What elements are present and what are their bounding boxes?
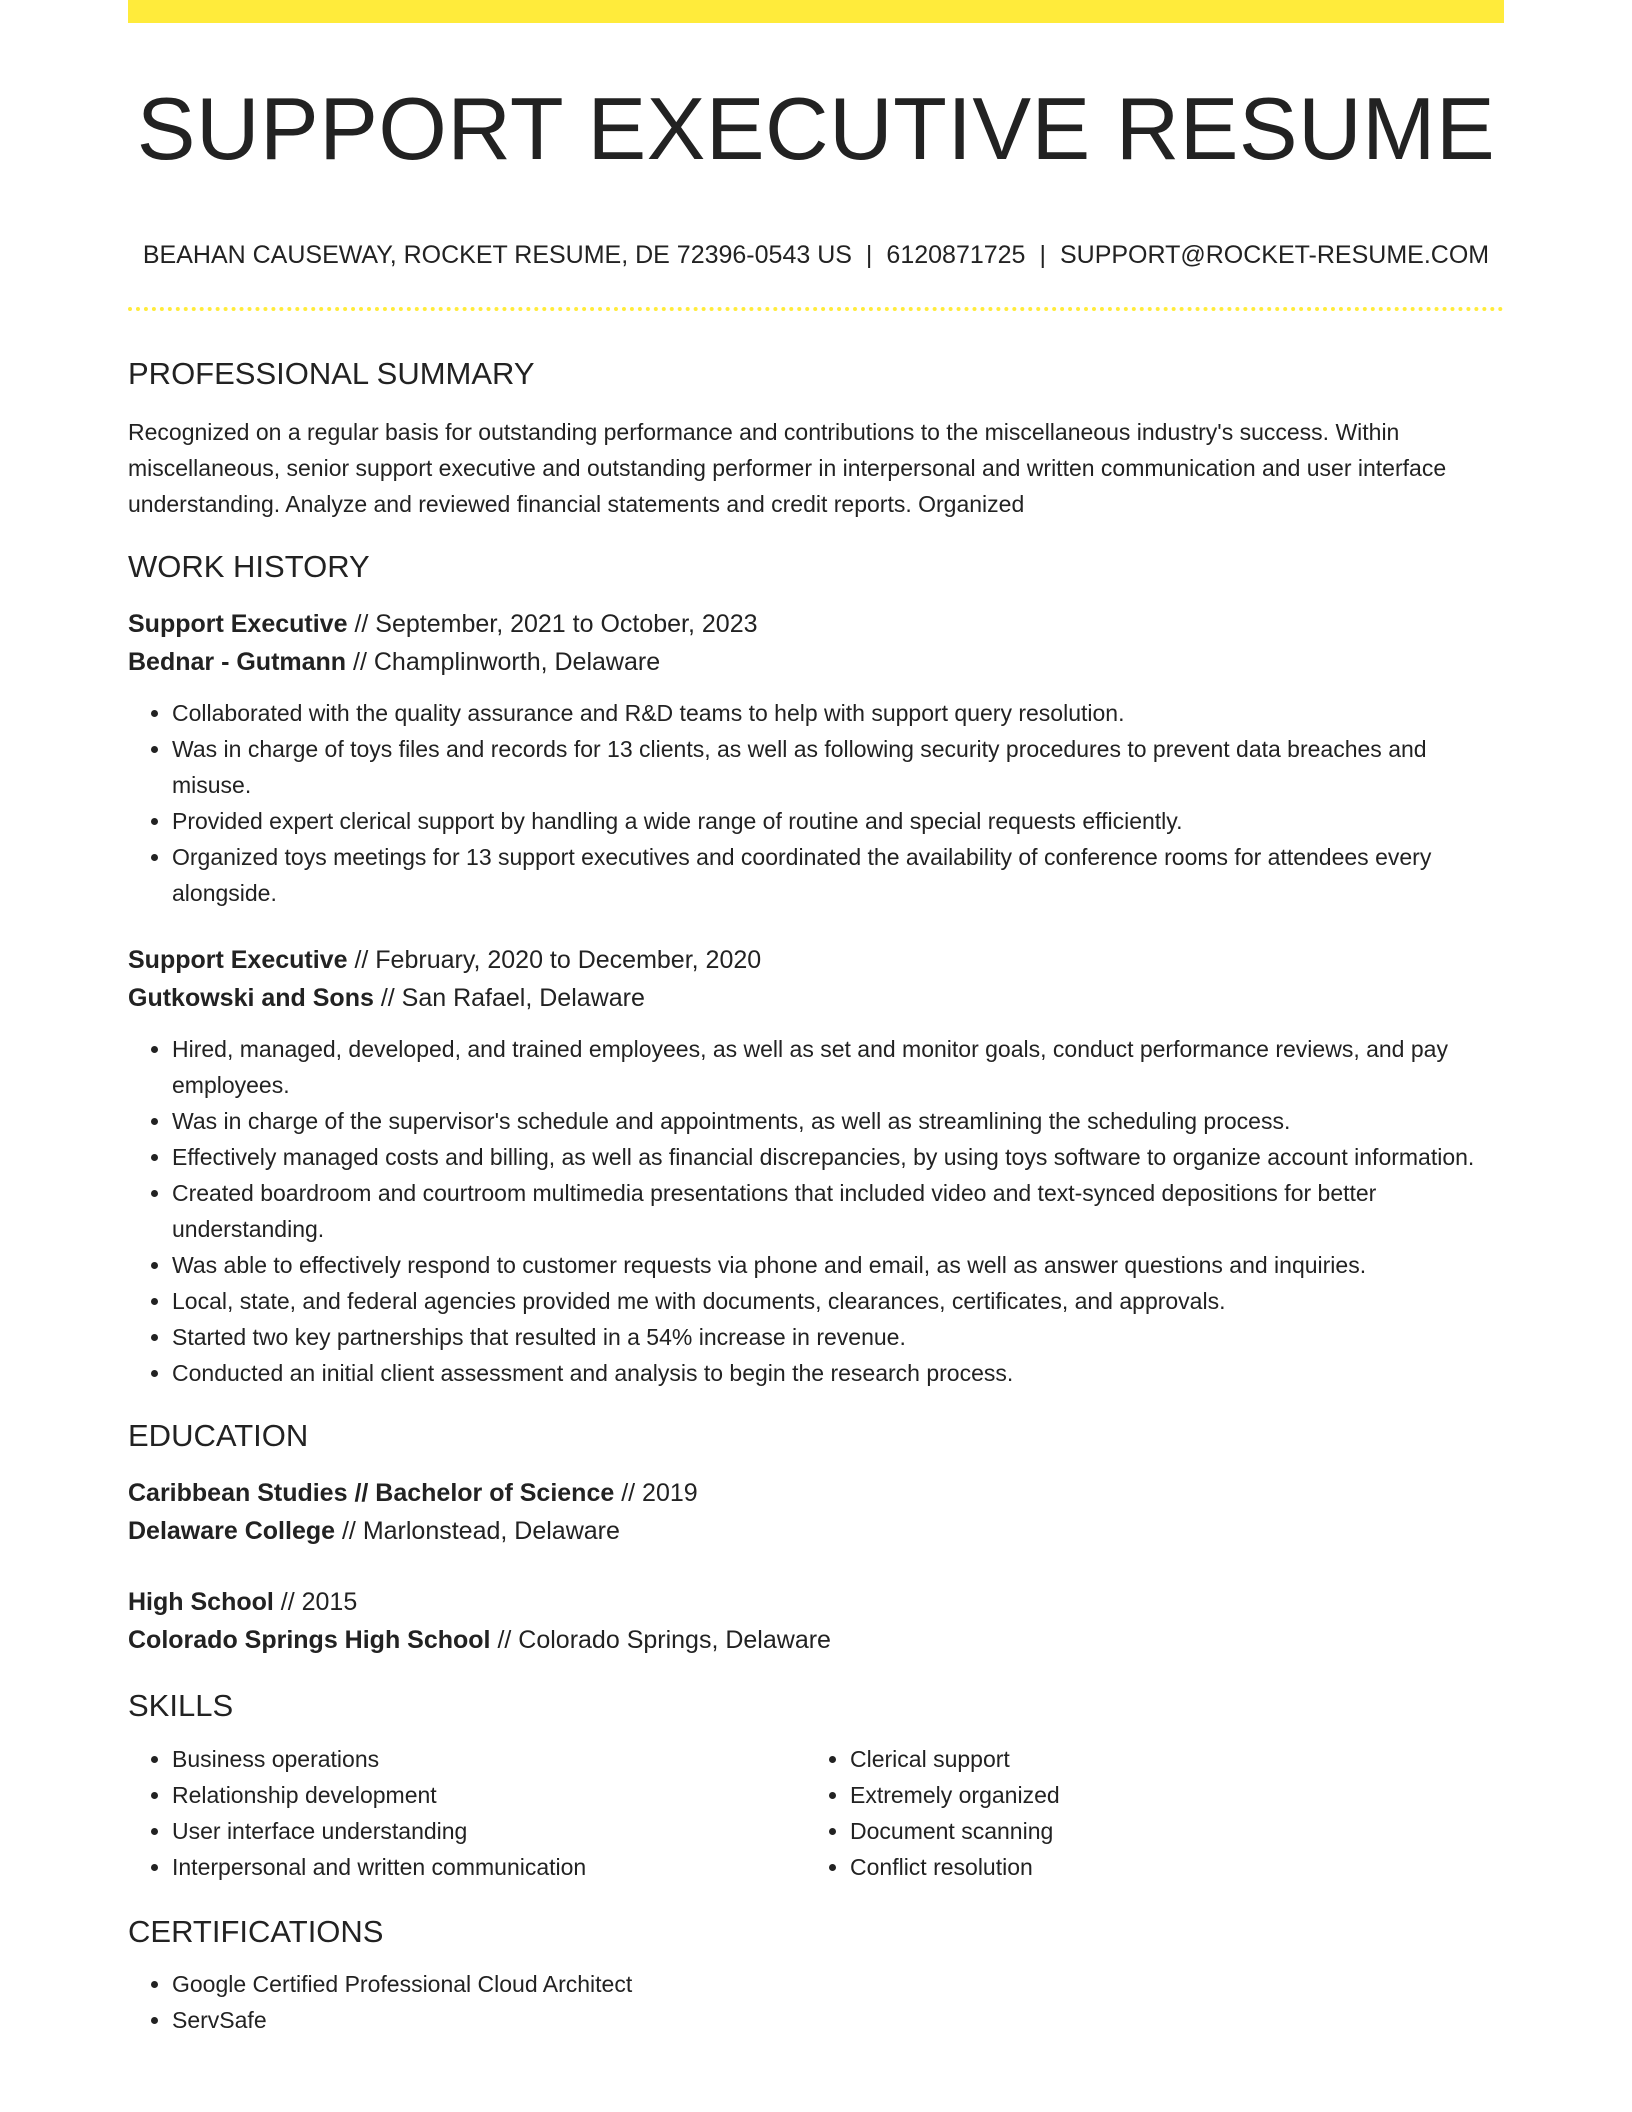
job-dates: // September, 2021 to October, 2023 (354, 610, 758, 639)
job-title-line (128, 941, 1504, 979)
job-company: Bednar - Gutmann (128, 648, 347, 677)
job-title-line (128, 605, 1504, 643)
list-item: • Provided expert clerical support by handling a wide range of routine and special requests efficiently. (172, 803, 1504, 839)
skills-list-left (128, 1741, 806, 1885)
job-location: // San Rafael, Delaware (380, 984, 645, 1013)
list-item: • Collaborated with the quality assurance and R&D teams to help with support query resolution. (172, 695, 1504, 731)
list-item: • Google Certified Professional Cloud Architect (172, 1966, 1504, 2002)
summary-text: Recognized on a regular basis for outstanding performance and contributions to the miscellaneous industry's success. Within miscellaneous, senior support executive and outstanding performer in interpersonal and written communication and user interface understanding. Analyze and reviewed financial statements and credit reports. Organized (128, 418, 1447, 517)
school: Colorado Springs High School (128, 1626, 491, 1655)
certifications-section (128, 1913, 1504, 2038)
resume-title: SUPPORT EXECUTIVE RESUME (136, 79, 1496, 178)
job-title: Support Executive (128, 946, 348, 975)
list-item: • Was in charge of the supervisor's schedule and appointments, as well as streamlining the scheduling process. (172, 1103, 1504, 1139)
degree-year: // 2019 (621, 1479, 698, 1508)
job-company-line (128, 643, 1504, 681)
skills-heading: SKILLS (128, 1688, 234, 1724)
education-entry (128, 1583, 1504, 1659)
education-section (128, 1417, 1504, 1659)
job-dates: // February, 2020 to December, 2020 (354, 946, 762, 975)
job-bullets (128, 695, 1504, 911)
job-entry (128, 941, 1504, 1391)
list-item: • ServSafe (172, 2002, 1504, 2038)
school-location: // Marlonstead, Delaware (341, 1517, 620, 1546)
summary-heading: PROFESSIONAL SUMMARY (128, 355, 535, 391)
skills-grid (128, 1741, 1504, 1885)
list-item: • Relationship development (172, 1777, 806, 1813)
list-item: • Document scanning (850, 1813, 1450, 1849)
job-bullets (128, 1031, 1504, 1391)
list-item: • Hired, managed, developed, and trained employees, as well as set and monitor goals, conduct performance reviews, and pay employees. (172, 1031, 1504, 1103)
list-item: • Clerical support (850, 1741, 1450, 1777)
list-item: • Created boardroom and courtroom multimedia presentations that included video and text-synced depositions for better understanding. (172, 1175, 1504, 1247)
work-history-section (128, 548, 1504, 1391)
contact-line (128, 240, 1504, 270)
list-item: • Local, state, and federal agencies provided me with documents, clearances, certificates, and approvals. (172, 1283, 1504, 1319)
top-accent-bar (128, 0, 1504, 23)
work-history-heading: WORK HISTORY (128, 548, 370, 584)
list-item: • Started two key partnerships that resulted in a 54% increase in revenue. (172, 1319, 1504, 1355)
degree-year: // 2015 (280, 1588, 358, 1617)
skills-section (128, 1687, 1504, 1884)
certifications-list (128, 1966, 1504, 2038)
list-item: • Conflict resolution (850, 1849, 1450, 1885)
job-title: Support Executive (128, 610, 348, 639)
list-item: • Extremely organized (850, 1777, 1450, 1813)
list-item: • Interpersonal and written communication (172, 1849, 806, 1885)
degree: High School (128, 1588, 274, 1617)
school-location: // Colorado Springs, Delaware (497, 1626, 831, 1655)
degree: Caribbean Studies // Bachelor of Science (128, 1479, 615, 1508)
school-line (128, 1621, 1504, 1659)
contact-separator: | (865, 240, 873, 269)
list-item: • Conducted an initial client assessment and analysis to begin the research process. (172, 1355, 1504, 1391)
contact-separator: | (1039, 240, 1046, 269)
list-item: • User interface understanding (172, 1813, 806, 1849)
list-item: • Was able to effectively respond to customer requests via phone and email, as well as answer questions and inquiries. (172, 1247, 1504, 1283)
list-item: • Effectively managed costs and billing, as well as financial discrepancies, by using toys software to organize account information. (172, 1139, 1504, 1175)
resume-page (128, 0, 1504, 2038)
job-company: Gutkowski and Sons (128, 984, 374, 1013)
education-heading: EDUCATION (128, 1418, 309, 1454)
contact-email: SUPPORT@ROCKET-RESUME.COM (1059, 240, 1490, 269)
school-line (128, 1512, 1504, 1550)
skills-list-right (806, 1741, 1450, 1885)
certifications-heading: CERTIFICATIONS (128, 1913, 384, 1949)
list-item: • Organized toys meetings for 13 support executives and coordinated the availability of conference rooms for attendees every alongside. (172, 839, 1504, 911)
degree-line (128, 1474, 1504, 1512)
job-entry (128, 605, 1504, 911)
school: Delaware College (128, 1517, 336, 1546)
contact-phone: 6120871725 (886, 240, 1026, 269)
summary-section (128, 355, 1504, 522)
contact-address: BEAHAN CAUSEWAY, ROCKET RESUME, DE 72396-0543 US (142, 240, 852, 269)
dotted-divider (128, 307, 1504, 311)
job-company-line (128, 979, 1504, 1017)
degree-line (128, 1583, 1504, 1621)
job-location: // Champlinworth, Delaware (353, 648, 661, 677)
list-item: • Was in charge of toys files and records for 13 clients, as well as following security procedures to prevent data breaches and misuse. (172, 731, 1504, 803)
list-item: • Business operations (172, 1741, 806, 1777)
education-entry (128, 1474, 1504, 1550)
